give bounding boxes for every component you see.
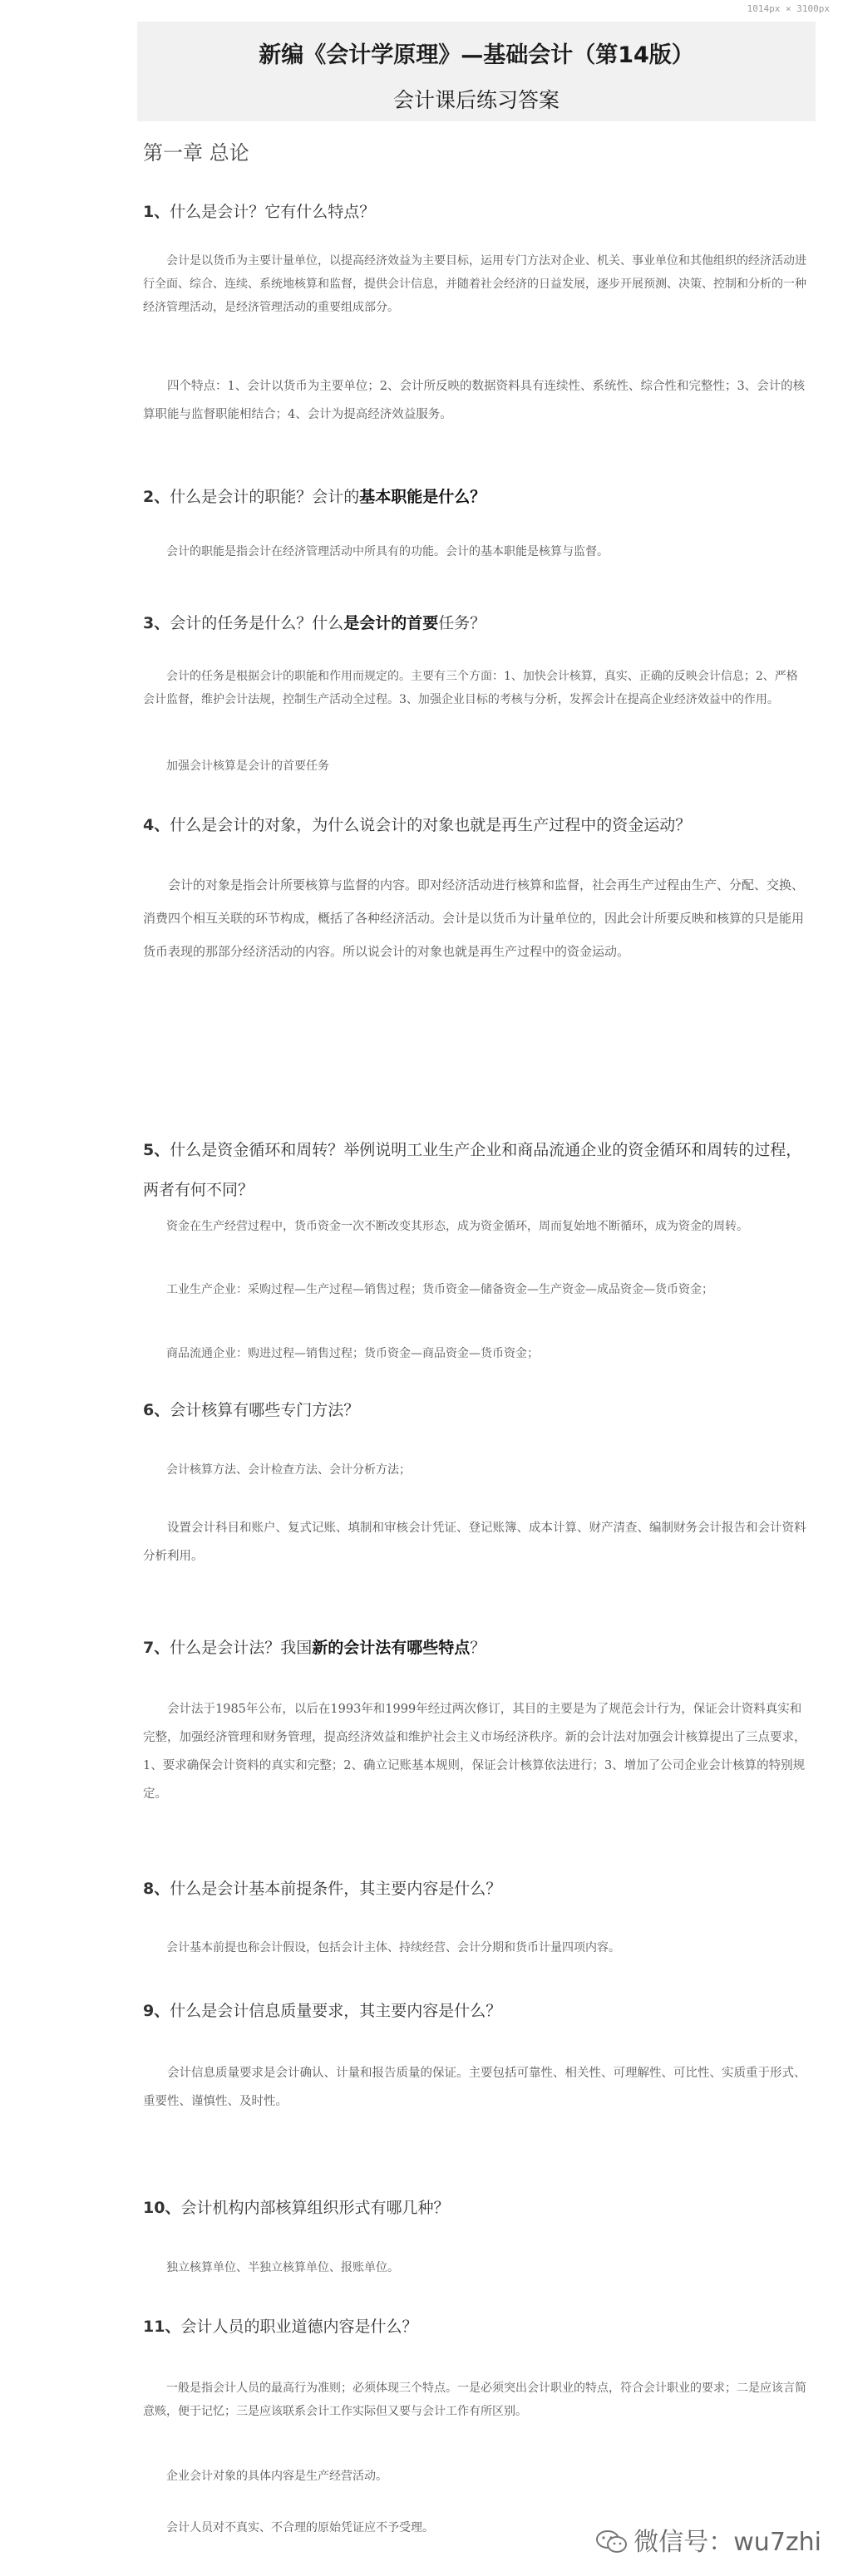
question-2: [143, 484, 808, 507]
answer-9-paragraph-1: 会计信息质量要求是会计确认、计量和报告质量的保证。主要包括可靠性、相关性、可理解性、可比性、实质重于形式、重要性、谨慎性、及时性。: [143, 2067, 806, 2108]
question-11-title: 11、会计人员的职业道德内容是什么？: [143, 2318, 418, 2336]
answer-6b: [143, 1514, 808, 1571]
question-6: [143, 1398, 808, 1420]
question-3: [143, 611, 808, 633]
answer-1-paragraph-1: 会计是以货币为主要计量单位，以提高经济效益为主要目标，运用专门方法对企业、机关、事业单位和其他组织的经济活动进行全面、综合、连续、系统地核算和监督，提供会计信息，并随着社会经济的日益发展，逐步开展预测、决策、控制和分析的一种经济管理活动，是经济管理活动的重要组成部分。: [143, 254, 806, 314]
question-4-title: 4、什么是会计的对象，为什么说会计的对象也就是再生产过程中的资金运动？: [143, 816, 692, 834]
document-title: 新编《会计学原理》—基础会计（第14版）: [259, 42, 694, 68]
question-6-title: 6、会计核算有哪些专门方法？: [143, 1401, 360, 1419]
question-1: [143, 199, 808, 222]
image-size-label: 1014px × 3100px: [747, 3, 830, 14]
answer-6a: [143, 1458, 808, 1482]
question-2-title: 2、什么是会计的职能？会计的基本职能是什么？: [143, 488, 486, 506]
wechat-watermark: [595, 2521, 821, 2558]
wechat-icon: [595, 2529, 629, 2555]
question-10-title: 10、会计机构内部核算组织形式有哪几种？: [143, 2199, 450, 2217]
answer-2-paragraph-1: 会计的职能是指会计在经济管理活动中所具有的功能。会计的基本职能是核算与监督。: [166, 545, 609, 558]
answer-10: [143, 2256, 808, 2279]
question-5: [143, 1130, 808, 1210]
watermark-text: 微信号：wu7zhi: [633, 2528, 821, 2557]
question-9: [143, 1998, 808, 2021]
document-subtitle: 会计课后练习答案: [392, 88, 560, 112]
question-10: [143, 2195, 808, 2218]
question-5-title: 5、什么是资金循环和周转？举例说明工业生产企业和商品流通企业的资金循环和周转的过程，两者有何不同？: [143, 1141, 802, 1199]
answer-9: [143, 2059, 808, 2116]
question-7: [143, 1635, 808, 1658]
answer-1b: [143, 372, 808, 429]
question-8: [143, 1876, 808, 1899]
answer-5b: [143, 1278, 808, 1301]
answer-11b: [143, 2465, 808, 2488]
question-9-title: 9、什么是会计信息质量要求，其主要内容是什么？: [143, 2002, 502, 2020]
answer-5-paragraph-1: 资金在生产经营过程中，货币资金一次不断改变其形态，成为资金循环，周而复始地不断循环，成为资金的周转。: [166, 1220, 748, 1233]
answer-11-paragraph-1: 一般是指会计人员的最高行为准则；必须体现三个特点。一是必须突出会计职业的特点，符合会计职业的要求；二是应该言简意赅，便于记忆；三是应该联系会计工作实际但又要与会计工作有所区别。: [143, 2382, 806, 2418]
answer-3-paragraph-2: 加强会计核算是会计的首要任务: [166, 760, 329, 773]
answer-2: [143, 540, 808, 563]
question-4: [143, 813, 808, 835]
answer-5c: [143, 1342, 808, 1365]
document-header: [137, 22, 816, 121]
answer-4: [143, 868, 808, 968]
question-7-title: 7、什么是会计法？我国新的会计法有哪些特点？: [143, 1639, 486, 1657]
answer-6-paragraph-2: 设置会计科目和账户、复式记账、填制和审核会计凭证、登记账簿、成本计算、财产清查、编制财务会计报告和会计资料分析利用。: [143, 1522, 806, 1563]
answer-11-paragraph-2: 企业会计对象的具体内容是生产经营活动。: [166, 2470, 387, 2483]
answer-3a: [143, 665, 808, 711]
answer-5-paragraph-3: 商品流通企业：购进过程—销售过程；货币资金—商品资金—货币资金；: [166, 1347, 539, 1360]
chapter-title: 第一章 总论: [143, 141, 249, 165]
answer-10-paragraph-1: 独立核算单位、半独立核算单位、报账单位。: [166, 2261, 399, 2274]
question-3-title: 3、会计的任务是什么？什么是会计的首要任务？: [143, 614, 486, 632]
chapter-heading-block: [143, 136, 808, 165]
answer-7: [143, 1695, 808, 1808]
answer-5-paragraph-2: 工业生产企业：采购过程—生产过程—销售过程；货币资金—储备资金—生产资金—成品资金—货币资金；: [166, 1283, 713, 1296]
answer-11-paragraph-3: 会计人员对不真实、不合理的原始凭证应不予受理。: [166, 2521, 434, 2534]
answer-3-paragraph-1: 会计的任务是根据会计的职能和作用而规定的。主要有三个方面：1、加快会计核算，真实、正确的反映会计信息；2、严格会计监督，维护会计法规，控制生产活动全过程。3、加强企业目标的考核与分析，发挥会计在提高企业经济效益中的作用。: [143, 670, 798, 706]
answer-6-paragraph-1: 会计核算方法、会计检查方法、会计分析方法；: [166, 1463, 411, 1477]
answer-11a: [143, 2377, 808, 2423]
answer-3b: [143, 755, 808, 778]
answer-7-paragraph-1: 会计法于1985年公布，以后在1993年和1999年经过两次修订，其目的主要是为了规范会计行为，保证会计资料真实和完整，加强经济管理和财务管理，提高经济效益和维护社会主义市场经济秩序。新的会计法对加强会计核算提出了三点要求，1、要求确保会计资料的真实和完整；2、确立记账基本规则，保证会计核算依法进行；3、增加了公司企业会计核算的特别规定。: [143, 1703, 806, 1801]
question-1-title: 1、什么是会计？它有什么特点？: [143, 203, 376, 221]
question-11: [143, 2314, 808, 2337]
answer-4-paragraph-1: 会计的对象是指会计所要核算与监督的内容。即对经济活动进行核算和监督，社会再生产过程由生产、分配、交换、消费四个相互关联的环节构成，概括了各种经济活动。会计是以货币为计量单位的，因此会计所要反映和核算的只是能用货币表现的那部分经济活动的内容。所以说会计的对象也就是再生产过程中的资金运动。: [143, 878, 805, 959]
answer-8: [143, 1936, 808, 1959]
answer-1a: [143, 249, 808, 319]
answer-5a: [143, 1215, 808, 1238]
question-8-title: 8、什么是会计基本前提条件，其主要内容是什么？: [143, 1880, 502, 1898]
answer-8-paragraph-1: 会计基本前提也称会计假设，包括会计主体、持续经营、会计分期和货币计量四项内容。: [166, 1941, 620, 1954]
answer-1-paragraph-2: 四个特点：1、会计以货币为主要单位；2、会计所反映的数据资料具有连续性、系统性、综合性和完整性；3、会计的核算职能与监督职能相结合；4、会计为提高经济效益服务。: [143, 380, 806, 421]
